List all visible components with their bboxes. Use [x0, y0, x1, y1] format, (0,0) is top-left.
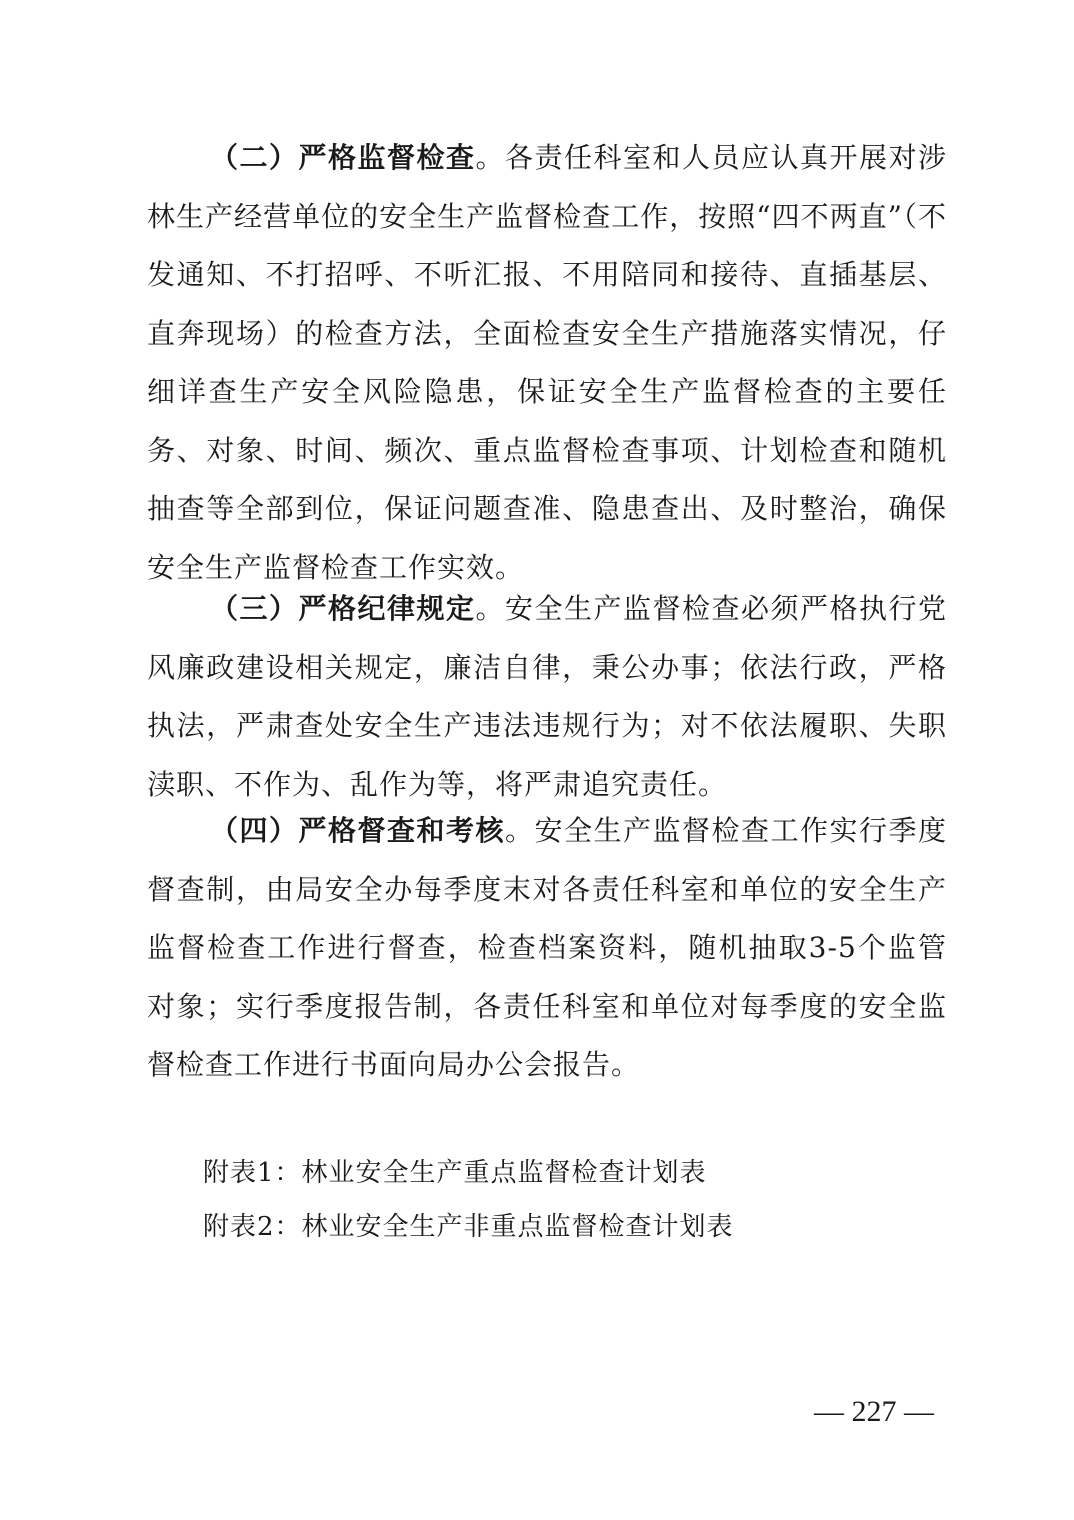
section-body: 。各责任科室和人员应认真开展对涉林生产经营单位的安全生产监督检查工作，按照“四不两直”（不发通知、不打招呼、不听汇报、不用陪同和接待、直插基层、直奔现场）的检查方法，全面检查安全生产措施落实情况，仔细详查生产安全风险隐患，保证安全生产监督检查的主要任务、对象、时间、频次、重点监督检查事项、计划检查和随机抽查等全部到位，保证问题查准、隐患查出、及时整治，确保安全生产监督检查工作实效。	[147, 141, 947, 584]
attachment-list	[203, 1146, 963, 1254]
section-heading: （二）严格监督检查	[210, 141, 476, 174]
section-body: 。安全生产监督检查必须严格执行党风廉政建设相关规定，廉洁自律，秉公办事；依法行政，严格执法，严肃查处安全生产违法违规行为；对不依法履职、失职渎职、不作为、乱作为等，将严肃追究责任。	[147, 592, 947, 801]
attachment-item: 附表1：林业安全生产重点监督检查计划表	[203, 1158, 707, 1188]
page-number: — 227 —	[814, 1395, 934, 1428]
section-strict-inspection-assessment	[147, 802, 947, 1095]
section-body: 。安全生产监督检查工作实行季度督查制，由局安全办每季度末对各责任科室和单位的安全生产监督检查工作进行督查，检查档案资料，随机抽取3-5个监管对象；实行季度报告制，各责任科室和单位对每季度的安全监督检查工作进行书面向局办公会报告。	[147, 814, 947, 1081]
section-strict-discipline	[147, 580, 947, 814]
attachment-item: 附表2：林业安全生产非重点监督检查计划表	[203, 1212, 734, 1242]
section-heading: （三）严格纪律规定	[210, 592, 476, 625]
section-strict-supervision	[147, 129, 947, 597]
section-heading: （四）严格督查和考核	[210, 814, 505, 847]
